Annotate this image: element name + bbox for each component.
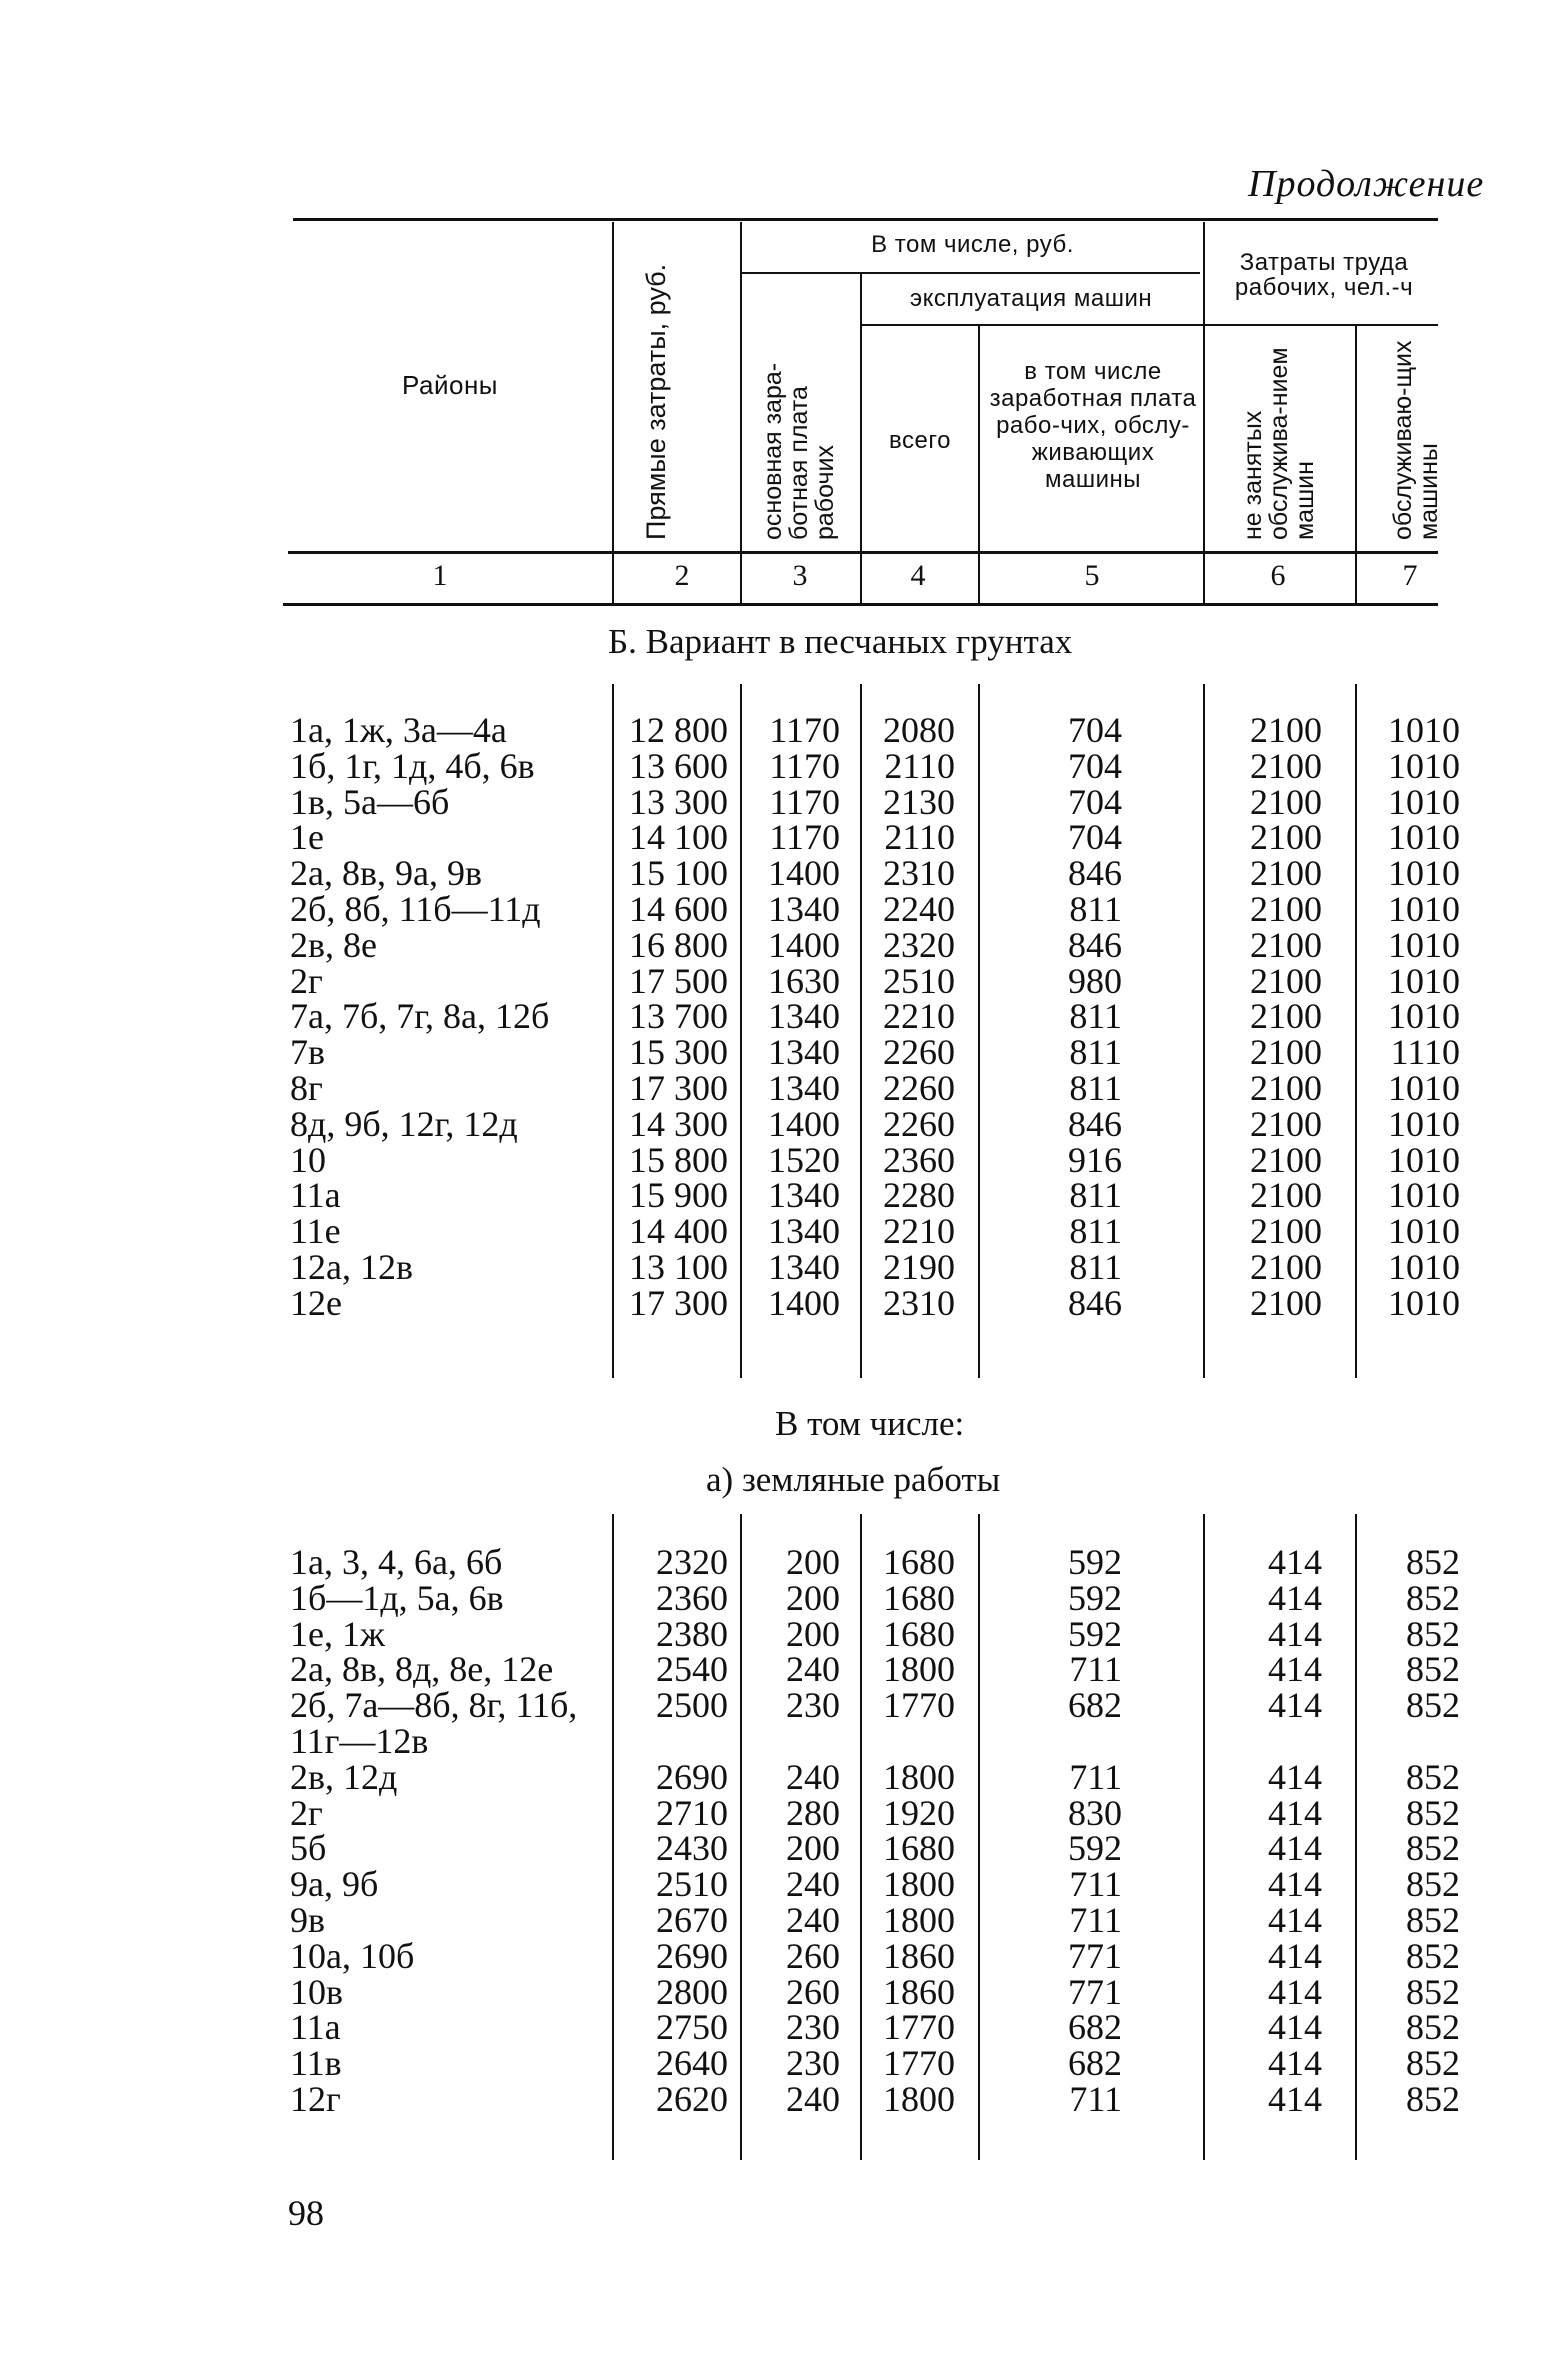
value-cell: 1170 — [769, 710, 840, 750]
value-cell: 1010 — [1388, 853, 1460, 894]
value-cell: 1680 — [883, 1577, 955, 1618]
value-cell: 846 — [1068, 1103, 1122, 1144]
region-cell: 9а, 9б — [290, 1864, 379, 1905]
value-cell: 2100 — [1250, 853, 1322, 894]
value-cell: 17 300 — [629, 1068, 728, 1108]
region-cell: 2в, 8е — [290, 924, 377, 965]
value-cell: 2100 — [1250, 1247, 1322, 1287]
value-cell: 811 — [1069, 889, 1122, 929]
vline-h1 — [612, 222, 614, 603]
region-cell: 1б—1д, 5а, 6в — [290, 1577, 504, 1618]
value-cell: 2670 — [656, 1900, 728, 1940]
value-cell: 414 — [1268, 1792, 1322, 1833]
value-cell: 1340 — [768, 1032, 840, 1073]
value-cell: 1340 — [768, 996, 840, 1037]
header-top-rule — [293, 218, 1438, 221]
vline-h5 — [1203, 222, 1205, 603]
value-cell: 1010 — [1388, 960, 1460, 1001]
value-cell: 852 — [1406, 1685, 1460, 1726]
value-cell: 2640 — [656, 2043, 728, 2084]
region-cell: 9в — [290, 1900, 325, 1940]
header-col5: в том числе заработная плата рабо-чих, обслу-живающих машины — [989, 358, 1197, 493]
value-cell: 200 — [786, 1828, 840, 1869]
section-b-divider — [1355, 684, 1357, 1378]
value-cell: 414 — [1268, 1828, 1322, 1869]
header-group-exploit: эксплуатация машин — [909, 285, 1153, 312]
region-cell: 1в, 5а—6б — [290, 781, 450, 822]
value-cell: 2690 — [656, 1935, 728, 1976]
value-cell: 280 — [786, 1792, 840, 1833]
region-cell: 7а, 7б, 7г, 8а, 12б — [290, 996, 550, 1037]
region-cell: 12г — [290, 2079, 341, 2119]
value-cell: 2540 — [656, 1649, 728, 1690]
value-cell: 711 — [1069, 2079, 1122, 2119]
section-a-divider — [978, 1514, 980, 2160]
value-cell: 2360 — [656, 1577, 728, 1618]
value-cell: 592 — [1068, 1828, 1122, 1869]
section-b-divider — [860, 684, 862, 1378]
value-cell: 414 — [1268, 1613, 1322, 1654]
value-cell: 1010 — [1388, 781, 1460, 822]
value-cell: 414 — [1268, 1864, 1322, 1905]
value-cell: 200 — [786, 1577, 840, 1618]
value-cell: 852 — [1406, 2079, 1460, 2119]
region-cell: 2г — [290, 1792, 323, 1833]
region-cell: 12а, 12в — [290, 1247, 413, 1287]
region-cell: 2б, 8б, 11б—11д — [290, 889, 541, 929]
rule-labor — [1200, 324, 1438, 326]
value-cell: 846 — [1068, 1282, 1122, 1323]
value-cell: 1010 — [1388, 710, 1460, 750]
header-col4: всего — [889, 427, 951, 454]
value-cell: 200 — [786, 1613, 840, 1654]
value-cell: 1010 — [1388, 1139, 1460, 1180]
value-cell: 811 — [1069, 1032, 1122, 1073]
value-cell: 1340 — [768, 1211, 840, 1252]
value-cell: 2100 — [1250, 745, 1322, 786]
value-cell: 2100 — [1250, 817, 1322, 858]
value-cell: 2320 — [656, 1542, 728, 1582]
value-cell: 2360 — [883, 1139, 955, 1180]
value-cell: 2260 — [883, 1103, 955, 1144]
value-cell: 414 — [1268, 1542, 1322, 1582]
region-cell: 2а, 8в, 8д, 8е, 12е — [290, 1649, 554, 1690]
value-cell: 711 — [1069, 1649, 1122, 1690]
value-cell: 14 100 — [629, 817, 728, 858]
value-cell: 1860 — [883, 1935, 955, 1976]
value-cell: 15 900 — [629, 1175, 728, 1216]
value-cell: 414 — [1268, 2043, 1322, 2084]
value-cell: 2100 — [1250, 1211, 1322, 1252]
value-cell: 17 500 — [629, 960, 728, 1001]
value-cell: 1800 — [883, 1864, 955, 1905]
value-cell: 1770 — [883, 2043, 955, 2084]
region-cell: 11г—12в — [290, 1721, 429, 1761]
value-cell: 980 — [1068, 960, 1122, 1001]
header-col1: Районы — [402, 370, 498, 400]
value-cell: 711 — [1069, 1756, 1122, 1797]
value-cell: 2260 — [883, 1032, 955, 1073]
value-cell: 14 300 — [629, 1103, 728, 1144]
region-cell: 1а, 3, 4, 6а, 6б — [290, 1542, 503, 1582]
column-number-2: 2 — [674, 559, 690, 592]
section-a-divider — [860, 1514, 862, 2160]
rule-incl — [741, 272, 1200, 274]
value-cell: 14 400 — [629, 1211, 728, 1252]
value-cell: 2100 — [1250, 781, 1322, 822]
value-cell: 2510 — [656, 1864, 728, 1905]
value-cell: 1340 — [768, 1068, 840, 1108]
value-cell: 2100 — [1250, 924, 1322, 965]
value-cell: 2100 — [1250, 1139, 1322, 1180]
value-cell: 852 — [1406, 1613, 1460, 1654]
value-cell: 2260 — [883, 1068, 955, 1108]
value-cell: 13 700 — [629, 996, 728, 1037]
value-cell: 1920 — [883, 1792, 955, 1833]
value-cell: 2100 — [1250, 1103, 1322, 1144]
value-cell: 1340 — [768, 889, 840, 929]
value-cell: 14 600 — [629, 889, 728, 929]
section-b-title: Б. Вариант в песчаных грунтах — [608, 622, 1073, 661]
section-b-divider — [740, 684, 742, 1378]
section-a-divider — [612, 1514, 614, 2160]
section-b-divider — [612, 684, 614, 1378]
value-cell: 414 — [1268, 1900, 1322, 1940]
value-cell: 12 800 — [629, 710, 728, 750]
value-cell: 682 — [1068, 2007, 1122, 2048]
value-cell: 830 — [1068, 1792, 1122, 1833]
value-cell: 1010 — [1388, 1175, 1460, 1216]
value-cell: 1860 — [883, 1971, 955, 2012]
value-cell: 2240 — [883, 889, 955, 929]
value-cell: 771 — [1068, 1935, 1122, 1976]
value-cell: 1010 — [1388, 1103, 1460, 1144]
value-cell: 13 600 — [629, 745, 728, 786]
colnum-bottom-rule — [283, 603, 1438, 606]
column-number-5: 5 — [1084, 559, 1100, 592]
region-cell: 8г — [290, 1068, 323, 1108]
region-cell: 7в — [290, 1032, 325, 1073]
value-cell: 852 — [1406, 2007, 1460, 2048]
value-cell: 2100 — [1250, 996, 1322, 1037]
value-cell: 414 — [1268, 1971, 1322, 2012]
value-cell: 704 — [1068, 745, 1122, 786]
value-cell: 852 — [1406, 1577, 1460, 1618]
value-cell: 16 800 — [629, 924, 728, 965]
value-cell: 240 — [786, 2079, 840, 2119]
value-cell: 2110 — [884, 745, 955, 786]
value-cell: 846 — [1068, 853, 1122, 894]
value-cell: 2280 — [883, 1175, 955, 1216]
region-cell: 2в, 12д — [290, 1756, 398, 1797]
value-cell: 1010 — [1388, 817, 1460, 858]
value-cell: 2750 — [656, 2007, 728, 2048]
value-cell: 240 — [786, 1756, 840, 1797]
region-cell: 12е — [290, 1282, 342, 1323]
value-cell: 704 — [1068, 710, 1122, 750]
region-cell: 11е — [290, 1211, 341, 1252]
value-cell: 852 — [1406, 1792, 1460, 1833]
value-cell: 1010 — [1388, 1211, 1460, 1252]
region-cell: 8д, 9б, 12г, 12д — [290, 1103, 518, 1144]
value-cell: 704 — [1068, 781, 1122, 822]
value-cell: 2510 — [883, 960, 955, 1001]
region-cell: 11а — [290, 1175, 341, 1216]
region-cell: 1е, 1ж — [290, 1613, 385, 1654]
value-cell: 200 — [786, 1542, 840, 1582]
value-cell: 811 — [1069, 1247, 1122, 1287]
value-cell: 1170 — [769, 745, 840, 786]
value-cell: 2100 — [1250, 1282, 1322, 1323]
section-a-title1: В том числе: — [775, 1404, 965, 1443]
value-cell: 13 100 — [629, 1247, 728, 1287]
value-cell: 852 — [1406, 1756, 1460, 1797]
region-cell: 2а, 8в, 9а, 9в — [290, 853, 482, 894]
value-cell: 711 — [1069, 1900, 1122, 1940]
value-cell: 2310 — [883, 1282, 955, 1323]
value-cell: 15 100 — [629, 853, 728, 894]
value-cell: 846 — [1068, 924, 1122, 965]
value-cell: 1800 — [883, 1649, 955, 1690]
value-cell: 414 — [1268, 1577, 1322, 1618]
value-cell: 240 — [786, 1900, 840, 1940]
header-col2: Прямые затраты, руб. — [641, 263, 671, 540]
region-cell: 5б — [290, 1828, 327, 1869]
value-cell: 1400 — [768, 924, 840, 965]
vline-h4 — [978, 326, 980, 603]
value-cell: 852 — [1406, 1935, 1460, 1976]
value-cell: 682 — [1068, 2043, 1122, 2084]
value-cell: 1800 — [883, 2079, 955, 2119]
value-cell: 2100 — [1250, 960, 1322, 1001]
value-cell: 1010 — [1388, 1247, 1460, 1287]
value-cell: 704 — [1068, 817, 1122, 858]
section-a-divider — [1203, 1514, 1205, 2160]
value-cell: 1010 — [1388, 889, 1460, 929]
section-a-divider — [1355, 1514, 1357, 2160]
value-cell: 2500 — [656, 1685, 728, 1726]
section-b-divider — [1203, 684, 1205, 1378]
section-a-title2: а) земляные работы — [706, 1460, 1001, 1499]
region-cell: 2г — [290, 960, 323, 1001]
value-cell: 1770 — [883, 2007, 955, 2048]
region-cell: 10 — [290, 1139, 326, 1180]
header-group-labor: Затраты труда рабочих, чел.-ч — [1234, 249, 1414, 302]
value-cell: 1010 — [1388, 1068, 1460, 1108]
value-cell: 2100 — [1250, 1175, 1322, 1216]
value-cell: 1680 — [883, 1542, 955, 1582]
value-cell: 852 — [1406, 1649, 1460, 1690]
value-cell: 592 — [1068, 1613, 1122, 1654]
value-cell: 852 — [1406, 1971, 1460, 2012]
value-cell: 811 — [1069, 1068, 1122, 1108]
value-cell: 2100 — [1250, 1032, 1322, 1073]
value-cell: 852 — [1406, 1542, 1460, 1582]
value-cell: 1010 — [1388, 745, 1460, 786]
value-cell: 260 — [786, 1971, 840, 2012]
value-cell: 2210 — [883, 996, 955, 1037]
value-cell: 414 — [1268, 2007, 1322, 2048]
value-cell: 811 — [1069, 1175, 1122, 1216]
value-cell: 2210 — [883, 1211, 955, 1252]
header-col6: не занятых обслужива-нием машин — [1239, 347, 1319, 540]
header-col3: основная зара-ботная плата рабочих — [759, 362, 839, 540]
value-cell: 1110 — [1390, 1032, 1460, 1073]
column-number-6: 6 — [1270, 559, 1286, 592]
value-cell: 811 — [1069, 1211, 1122, 1252]
value-cell: 414 — [1268, 1649, 1322, 1690]
value-cell: 240 — [786, 1649, 840, 1690]
value-cell: 15 800 — [629, 1139, 728, 1180]
page-number: 98 — [288, 2193, 324, 2233]
value-cell: 15 300 — [629, 1032, 728, 1073]
region-cell: 1е — [290, 817, 324, 858]
page-header: Продолжение — [1248, 163, 1485, 205]
value-cell: 1340 — [768, 1175, 840, 1216]
region-cell: 11а — [290, 2007, 341, 2048]
value-cell: 2690 — [656, 1756, 728, 1797]
value-cell: 2190 — [883, 1247, 955, 1287]
value-cell: 1520 — [768, 1139, 840, 1180]
column-number-3: 3 — [792, 559, 808, 592]
value-cell: 414 — [1268, 1935, 1322, 1976]
value-cell: 414 — [1268, 1685, 1322, 1726]
vline-h6 — [1355, 326, 1357, 603]
value-cell: 2710 — [656, 1792, 728, 1833]
region-cell: 11в — [290, 2043, 342, 2084]
value-cell: 916 — [1068, 1139, 1122, 1180]
value-cell: 2380 — [656, 1613, 728, 1654]
value-cell: 682 — [1068, 1685, 1122, 1726]
vline-h2 — [740, 222, 742, 603]
value-cell: 1340 — [768, 1247, 840, 1287]
value-cell: 592 — [1068, 1577, 1122, 1618]
value-cell: 1770 — [883, 1685, 955, 1726]
value-cell: 2800 — [656, 1971, 728, 2012]
column-number-4: 4 — [910, 559, 926, 592]
value-cell: 592 — [1068, 1542, 1122, 1582]
value-cell: 1170 — [769, 817, 840, 858]
value-cell: 1010 — [1388, 1282, 1460, 1323]
value-cell: 2080 — [883, 710, 955, 750]
region-cell: 2б, 7а—8б, 8г, 11б, — [290, 1685, 578, 1726]
header-col7: обслуживаю-щих машины — [1389, 340, 1443, 540]
rule-exploit — [860, 324, 1200, 326]
value-cell: 1010 — [1388, 924, 1460, 965]
value-cell: 414 — [1268, 1756, 1322, 1797]
section-b-divider — [978, 684, 980, 1378]
column-number-1: 1 — [432, 559, 448, 592]
value-cell: 2310 — [883, 853, 955, 894]
value-cell: 811 — [1069, 996, 1122, 1037]
value-cell: 230 — [786, 2007, 840, 2048]
value-cell: 240 — [786, 1864, 840, 1905]
value-cell: 771 — [1068, 1971, 1122, 2012]
header-bottom-rule — [288, 551, 1438, 554]
value-cell: 230 — [786, 1685, 840, 1726]
value-cell: 2620 — [656, 2079, 728, 2119]
region-cell: 10а, 10б — [290, 1935, 415, 1976]
region-cell: 1б, 1г, 1д, 4б, 6в — [290, 745, 535, 786]
value-cell: 414 — [1268, 2079, 1322, 2119]
value-cell: 852 — [1406, 1864, 1460, 1905]
value-cell: 13 300 — [629, 781, 728, 822]
value-cell: 1010 — [1388, 996, 1460, 1037]
value-cell: 2110 — [884, 817, 955, 858]
value-cell: 852 — [1406, 1828, 1460, 1869]
value-cell: 2320 — [883, 924, 955, 965]
value-cell: 1800 — [883, 1900, 955, 1940]
region-cell: 1а, 1ж, 3а—4а — [290, 710, 507, 750]
value-cell: 2430 — [656, 1828, 728, 1869]
value-cell: 1170 — [769, 781, 840, 822]
value-cell: 1680 — [883, 1828, 955, 1869]
value-cell: 1400 — [768, 853, 840, 894]
value-cell: 1630 — [768, 960, 840, 1001]
section-a-divider — [740, 1514, 742, 2160]
value-cell: 1400 — [768, 1103, 840, 1144]
value-cell: 711 — [1069, 1864, 1122, 1905]
value-cell: 2130 — [883, 781, 955, 822]
column-number-7: 7 — [1402, 559, 1418, 592]
value-cell: 260 — [786, 1935, 840, 1976]
value-cell: 1800 — [883, 1756, 955, 1797]
value-cell: 1400 — [768, 1282, 840, 1323]
region-cell: 10в — [290, 1971, 343, 2012]
header-group-incl: В том числе, руб. — [871, 231, 1074, 258]
value-cell: 2100 — [1250, 710, 1322, 750]
value-cell: 17 300 — [629, 1282, 728, 1323]
value-cell: 230 — [786, 2043, 840, 2084]
value-cell: 2100 — [1250, 889, 1322, 929]
value-cell: 1680 — [883, 1613, 955, 1654]
value-cell: 2100 — [1250, 1068, 1322, 1108]
value-cell: 852 — [1406, 1900, 1460, 1940]
value-cell: 852 — [1406, 2043, 1460, 2084]
